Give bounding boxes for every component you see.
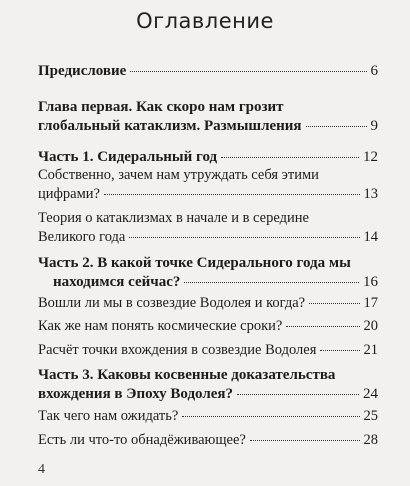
toc-entry-label: Часть 1. Сидеральный год — [38, 149, 218, 165]
dot-leader — [237, 394, 359, 395]
toc-page-number: 24 — [363, 386, 378, 402]
toc-page-number: 25 — [363, 408, 378, 424]
page-number: 4 — [38, 462, 45, 477]
toc-entry-label-cont: цифрами? — [38, 186, 100, 202]
dot-leader — [309, 303, 359, 304]
toc-entry-label-cont: вхождения в Эпоху Водолея? — [38, 386, 234, 402]
toc-entry-label: Глава первая. Как скоро нам грозит — [38, 99, 284, 115]
toc-entry-section — [38, 294, 378, 313]
toc-entry-label: Есть ли что-то обнадёживающее? — [38, 432, 246, 448]
toc-entry-section — [38, 209, 378, 247]
toc-entry-label: Теория о катаклизмах в начале и в середине — [38, 210, 309, 226]
toc-entry-label: Как же нам понять космические сроки? — [38, 318, 283, 334]
toc-page-number: 9 — [370, 118, 378, 134]
toc-entry-part-2 — [38, 254, 378, 292]
dot-leader — [104, 194, 360, 195]
toc-entry-label-cont: Великого года — [38, 229, 126, 245]
toc-entry-part-3 — [38, 366, 378, 404]
dot-leader — [250, 440, 360, 441]
dot-leader — [306, 126, 367, 127]
dot-leader — [130, 71, 366, 72]
dot-leader — [286, 326, 359, 327]
toc-entry-label-cont: глобальный катаклизм. Размышления — [38, 118, 302, 134]
toc-entry-label: Собственно, зачем нам утруждать себя этими — [38, 167, 319, 183]
toc-page-number: 14 — [363, 229, 378, 245]
toc-entry-label-cont: находимся сейчас? — [53, 274, 181, 290]
dot-leader — [182, 416, 359, 417]
toc-page-number: 21 — [363, 342, 378, 358]
toc-entry-label: Часть 2. В какой точке Сидерального года мы — [38, 255, 351, 271]
toc-entry-section — [38, 431, 378, 450]
toc-page-number: 13 — [363, 186, 378, 202]
toc-page-number: 6 — [370, 63, 378, 79]
toc-entry-section — [38, 317, 378, 336]
toc-page-number: 28 — [363, 432, 378, 448]
toc-entry-label: Вошли ли мы в созвездие Водолея и когда? — [38, 295, 306, 311]
dot-leader — [184, 282, 359, 283]
toc-entry-preface — [38, 62, 378, 81]
toc-entry-label: Предисловие — [38, 63, 127, 79]
toc-entry-label: Так чего нам ожидать? — [38, 408, 179, 424]
dot-leader — [320, 350, 359, 351]
toc-page-number: 20 — [363, 318, 378, 334]
dot-leader — [221, 157, 359, 158]
toc-entry-label: Часть 3. Каковы косвенные доказательства — [38, 367, 336, 383]
toc-page-number: 12 — [363, 149, 378, 165]
toc-entry-part-1 — [38, 148, 378, 167]
toc-entry-section — [38, 166, 378, 204]
toc-entry-section — [38, 407, 378, 426]
toc-page-number: 17 — [363, 295, 378, 311]
toc-entry-section — [38, 341, 378, 360]
toc-page-number: 16 — [363, 274, 378, 290]
toc-title: Оглавление — [136, 9, 274, 33]
toc-entry-label: Расчёт точки вхождения в созвездие Водолея — [38, 342, 317, 358]
dot-leader — [129, 237, 359, 238]
toc-entry-chapter-1 — [38, 98, 378, 136]
